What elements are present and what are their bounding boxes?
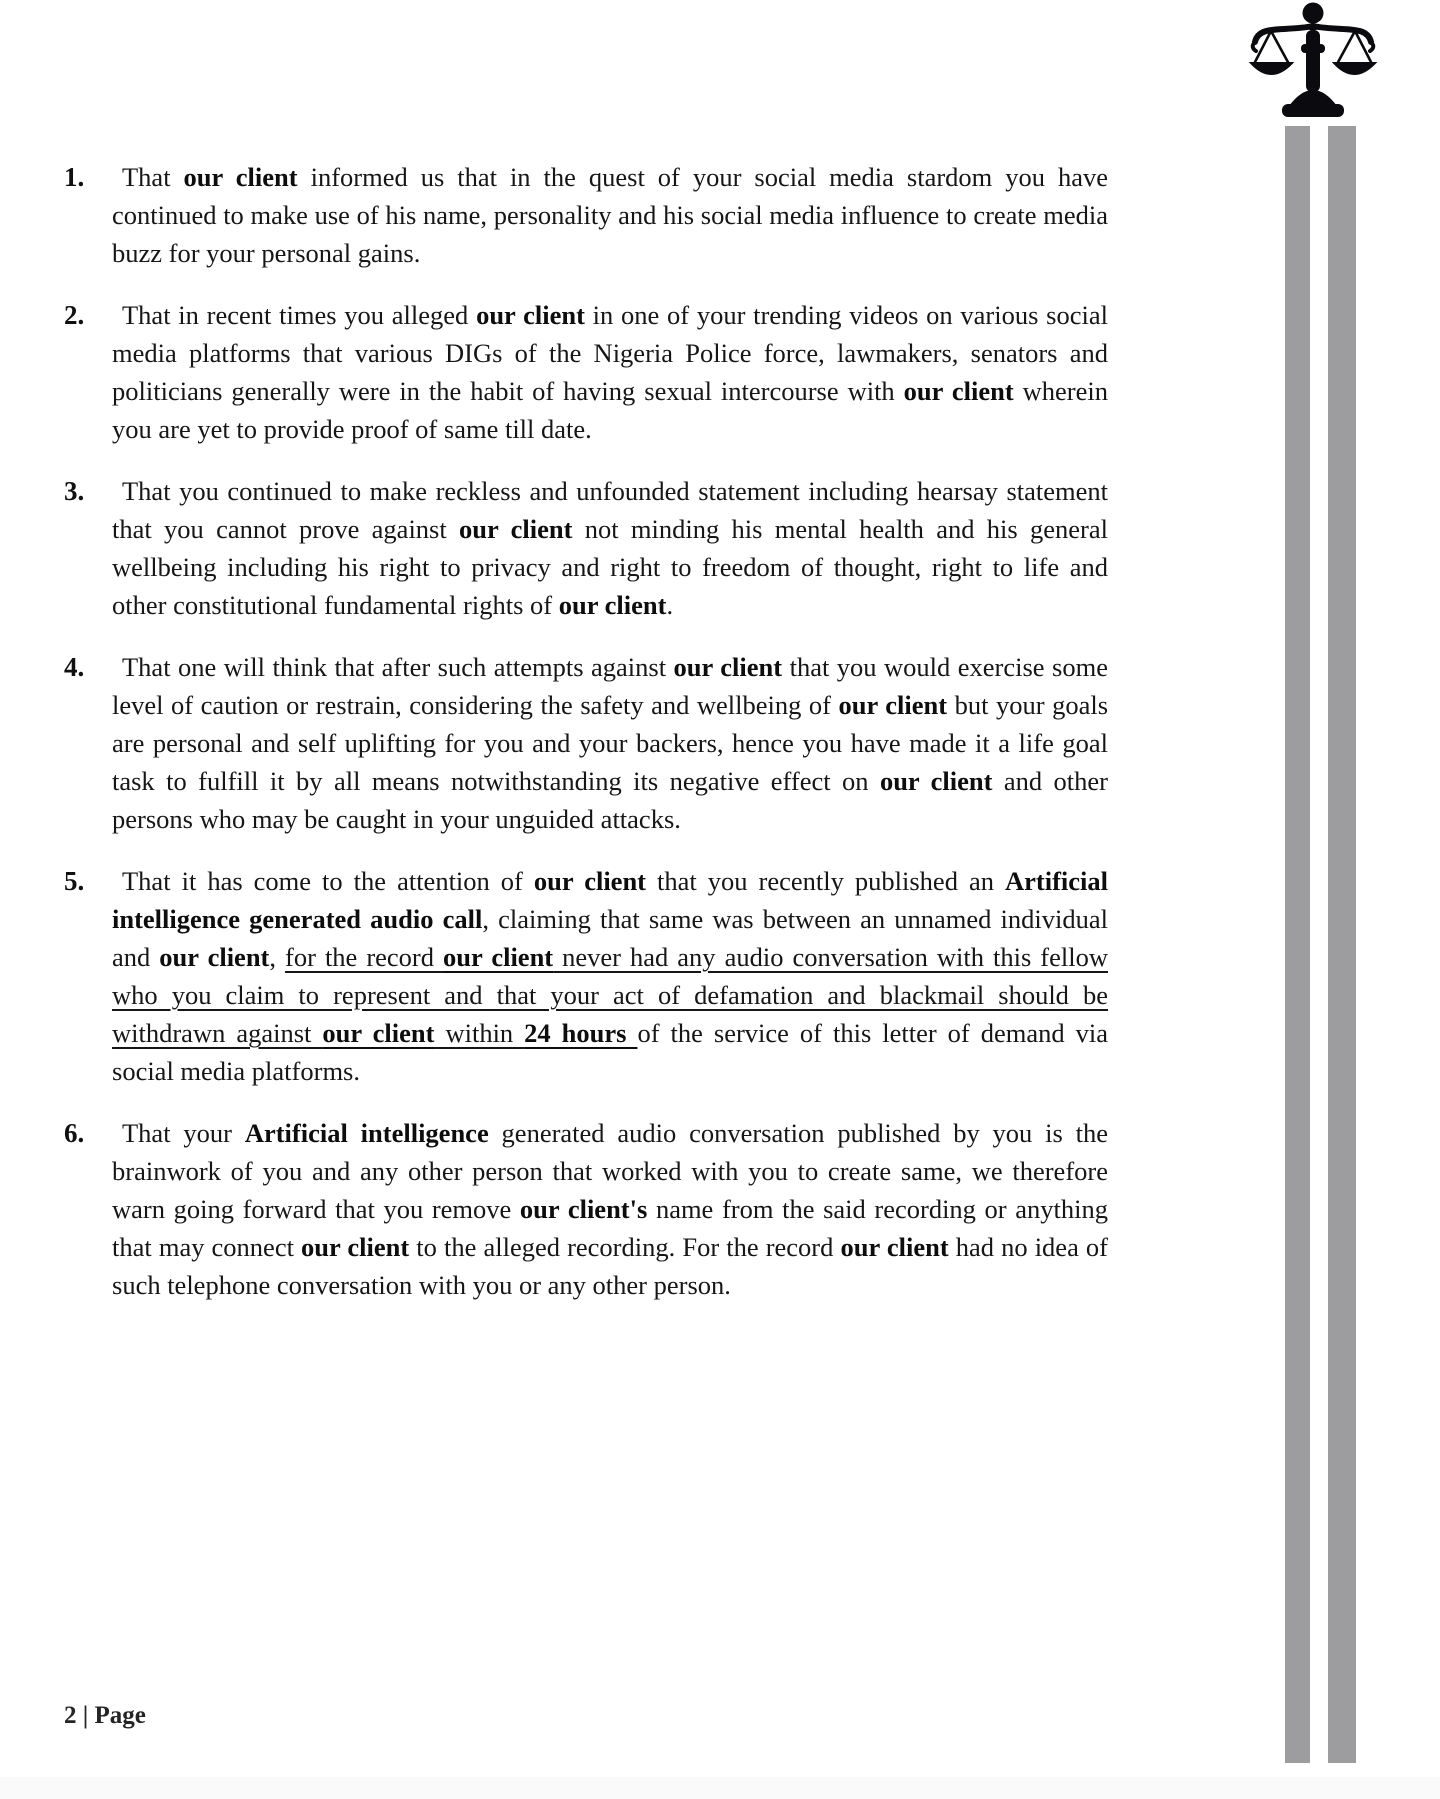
text-segment: our client [838, 690, 948, 720]
text-segment: our client [903, 376, 1014, 406]
text-segment: That your [122, 1118, 245, 1148]
scales-of-justice-icon [1248, 0, 1390, 120]
paragraph-text [112, 1114, 1108, 1304]
text-segment: our client [533, 866, 647, 896]
text-segment: our client [443, 942, 554, 972]
text-segment: to the alleged recording. For the record [409, 1232, 841, 1262]
paragraph-number: 1. [64, 162, 85, 192]
text-segment: , claiming that same was between an unnamed individual and [112, 904, 1108, 972]
text-segment: That in recent times you alleged [122, 300, 477, 330]
numbered-paragraph [64, 862, 1108, 1090]
text-segment: our client [879, 766, 993, 796]
paragraph-number: 2. [64, 300, 85, 330]
text-segment: Artificial intelligence generated audio call [112, 866, 1108, 934]
text-segment: for the record [285, 942, 444, 972]
text-segment: wherein you are yet to provide proof of same till date. [112, 376, 1108, 444]
text-segment: Artificial intelligence [244, 1118, 489, 1148]
text-segment: That it has come to the attention of [122, 866, 534, 896]
paragraph-text [112, 862, 1108, 1090]
paragraph-number: 5. [64, 866, 85, 896]
decorative-bar-left [1285, 126, 1310, 1763]
text-segment: in one of your trending videos on various social media platforms that various DIGs of the Nigeria Police force, lawmakers, senators and politicians generally were in the habit of having sexual intercourse with [112, 300, 1108, 406]
numbered-paragraph [64, 296, 1108, 448]
text-segment: within [434, 1018, 525, 1048]
page-bottom-edge [0, 1777, 1440, 1799]
text-segment: never had any audio conversation with this fellow who you claim to represent and that your act of defamation and blackmail should be withdrawn against [112, 942, 1109, 1048]
text-segment: 24 hours [524, 1018, 638, 1048]
text-segment: our client [558, 590, 667, 620]
paragraph-text [112, 648, 1108, 838]
text-segment: and other persons who may be caught in your unguided attacks. [112, 766, 1108, 834]
text-segment: that you would exercise some level of caution or restrain, considering the safety and wellbeing of [112, 652, 1108, 720]
paragraph-text [112, 158, 1108, 272]
text-segment: our client [183, 162, 298, 192]
numbered-paragraph [64, 158, 1108, 272]
text-segment: That you continued to make reckless and unfounded statement including hearsay statement that you cannot prove against [112, 476, 1108, 544]
text-segment: that you recently published an [646, 866, 1005, 896]
paragraph-number: 3. [64, 476, 85, 506]
page-number-footer: 2 | Page [64, 1702, 146, 1729]
text-segment: had no idea of such telephone conversation with you or any other person. [112, 1232, 1108, 1300]
text-segment: our client [159, 942, 270, 972]
paragraph-text [112, 296, 1108, 448]
text-segment: but your goals are personal and self uplifting for you and your backers, hence you have made it a life goal task to fulfill it by all means notwithstanding its negative effect on [112, 690, 1109, 796]
text-segment: generated audio conversation published by you is the brainwork of you and any other person that worked with you to create same, we therefore warn going forward that you remove [112, 1118, 1109, 1224]
text-segment: our client [322, 1018, 435, 1048]
numbered-paragraph [64, 472, 1108, 624]
text-segment: our client [301, 1232, 410, 1262]
letter-body [64, 158, 1108, 1328]
text-segment: name from the said recording or anything that may connect [112, 1194, 1108, 1262]
paragraph-number: 6. [64, 1118, 85, 1148]
text-segment: informed us that in the quest of your social media stardom you have continued to make use of his name, personality and his social media influence to create media buzz for your personal gains. [112, 162, 1108, 268]
text-segment: That [122, 162, 184, 192]
paragraph-text [112, 472, 1108, 624]
numbered-paragraph [64, 1114, 1108, 1304]
text-segment: our client [840, 1232, 949, 1262]
text-segment: our client [459, 514, 573, 544]
paragraph-number: 4. [64, 652, 85, 682]
text-segment: our client [476, 300, 585, 330]
text-segment: . [666, 590, 674, 620]
text-segment: of the service of this letter of demand via social media platforms. [112, 1018, 1108, 1086]
decorative-bar-right [1328, 126, 1356, 1763]
text-segment: , [269, 942, 286, 972]
text-segment: That one will think that after such attempts against [122, 652, 674, 682]
text-segment: our client [673, 652, 783, 682]
numbered-paragraph [64, 648, 1108, 838]
text-segment: not minding his mental health and his general wellbeing including his right to privacy and right to freedom of thought, right to life and other constitutional fundamental rights of [112, 514, 1108, 620]
text-segment: our client's [519, 1194, 648, 1224]
